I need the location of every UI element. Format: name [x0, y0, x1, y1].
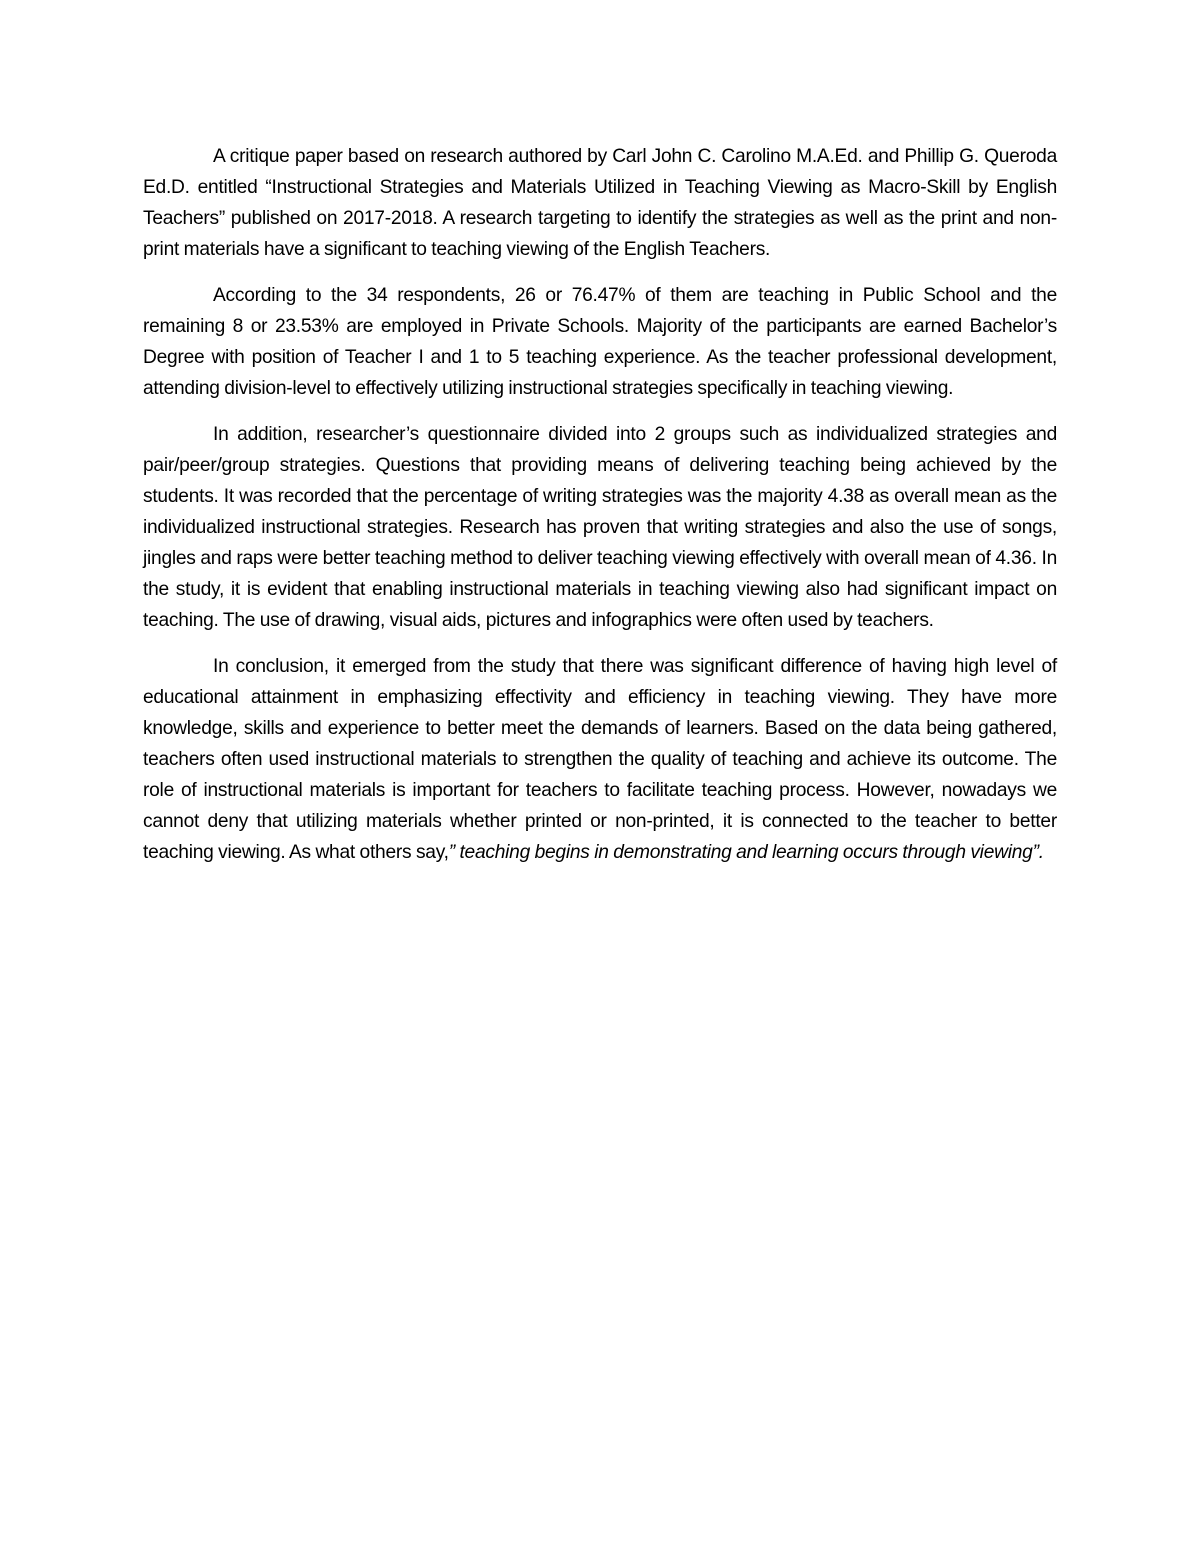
document-page — [143, 141, 1057, 883]
conclusion-quote: ” teaching begins in demonstrating and learning occurs through viewing”. — [448, 842, 1044, 863]
paragraph-strategies: In addition, researcher’s questionnaire divided into 2 groups such as individualized strategies and pair/peer/group strategies. Questions that providing means of delivering teaching being achieved by the students. It was recorded that the percentage of writing strategies was the majority 4.38 as overall mean as the individualized instructional strategies. Research has proven that writing strategies and also the use of songs, jingles and raps were better teaching method to deliver teaching viewing effectively with overall mean of 4.36. In the study, it is evident that enabling instructional materials in teaching viewing also had significant impact on teaching. The use of drawing, visual aids, pictures and infographics were often used by teachers. — [143, 424, 1057, 631]
conclusion-text: In conclusion, it emerged from the study that there was significant difference of having high level of educational attainment in emphasizing effectivity and efficiency in teaching viewing. They have more knowledge, skills and experience to better meet the demands of learners. Based on the data being gathered, teachers often used instructional materials to strengthen the quality of teaching and achieve its outcome. The role of instructional materials is important for teachers to facilitate teaching process. However, nowadays we cannot deny that utilizing materials whether printed or non-printed, it is connected to the teacher to better teaching viewing. As what others say, — [143, 656, 1057, 863]
paragraph-respondents: According to the 34 respondents, 26 or 76.47% of them are teaching in Public School and the remaining 8 or 23.53% are employed in Private Schools. Majority of the participants are earned Bachelor’s Degree with position of Teacher I and 1 to 5 teaching experience. As the teacher professional development, attending division-level to effectively utilizing instructional strategies specifically in teaching viewing. — [143, 285, 1057, 399]
paragraph-introduction: A critique paper based on research authored by Carl John C. Carolino M.A.Ed. and Phillip G. Queroda Ed.D. entitled “Instructional Strategies and Materials Utilized in Teaching Viewing as Macro-Skill by English Teachers” published on 2017-2018. A research targeting to identify the strategies as well as the print and non-print materials have a significant to teaching viewing of the English Teachers. — [143, 146, 1057, 260]
paragraph-conclusion — [143, 651, 1057, 868]
